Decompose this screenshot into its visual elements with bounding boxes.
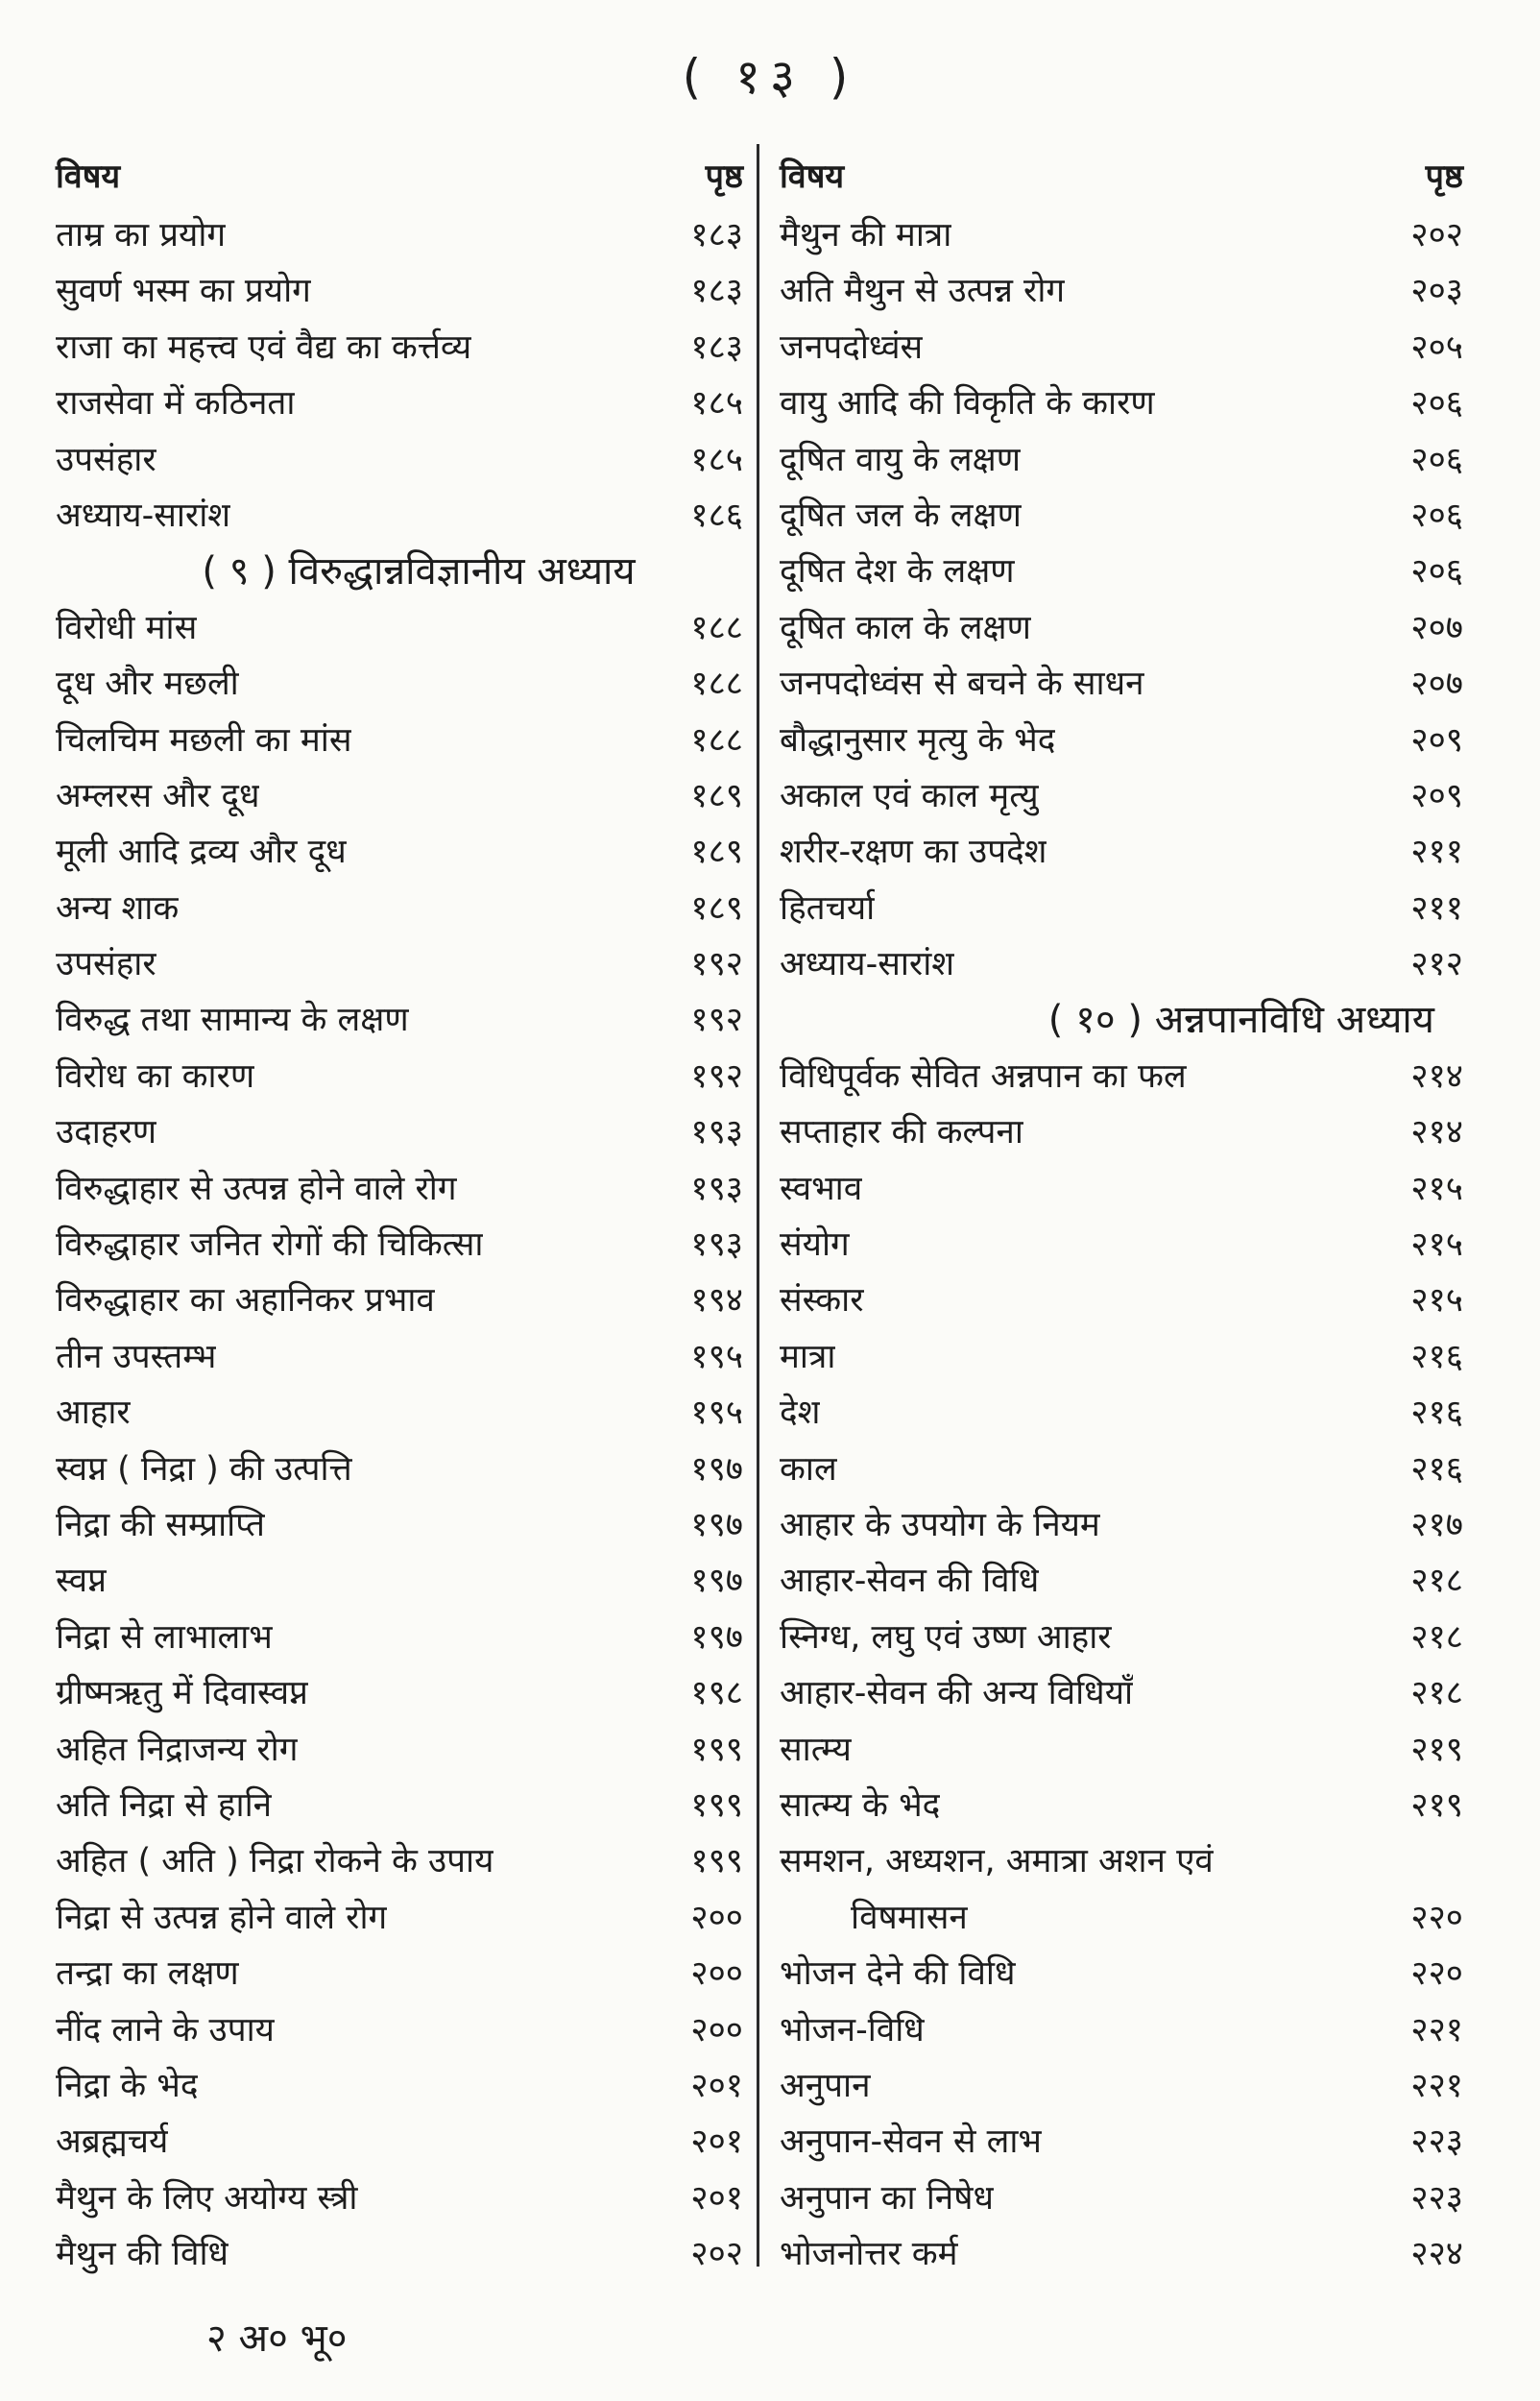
entry-title: विधिपूर्वक सेवित अन्नपान का फल <box>780 1056 1187 1096</box>
toc-entry <box>780 1778 1463 1833</box>
entry-title: विरुद्धाहार का अहानिकर प्रभाव <box>56 1281 435 1321</box>
entry-title: अहित निद्राजन्य रोग <box>56 1730 299 1769</box>
chapter-title: ( १० ) अन्नपानविधि अध्याय <box>1047 998 1434 1043</box>
left-column <box>56 146 743 2282</box>
entry-title: विरुद्ध तथा सामान्य के लक्षण <box>56 1001 409 1040</box>
toc-entry <box>56 1161 743 1217</box>
entry-page: २११ <box>1410 833 1463 872</box>
entry-page: २१८ <box>1410 1674 1463 1713</box>
toc-entry <box>56 2002 743 2058</box>
toc-entry <box>56 1217 743 1273</box>
entry-title: भोजन-विधि <box>780 2010 925 2049</box>
entry-title: वायु आदि की विकृति के कारण <box>780 384 1155 424</box>
entry-page: २१९ <box>1410 1785 1463 1825</box>
entry-title: अध्याय-सारांश <box>780 945 955 984</box>
toc-entry <box>780 1273 1463 1328</box>
toc-entry <box>56 2114 743 2170</box>
heading-page: पृष्ठ <box>705 158 743 196</box>
toc-entry <box>56 2226 743 2282</box>
toc-entry <box>780 2058 1463 2114</box>
entry-page: २०६ <box>1410 440 1463 479</box>
entry-title: विरोधी मांस <box>56 608 198 647</box>
entry-page: २२० <box>1410 1954 1463 1994</box>
entry-title: अति निद्रा से हानि <box>56 1785 273 1825</box>
entry-page: १९२ <box>690 945 743 984</box>
right-column <box>780 146 1463 2282</box>
toc-entry <box>56 1833 743 1889</box>
entry-title: तीन उपस्तम्भ <box>56 1337 217 1376</box>
entry-title: निद्रा की सम्प्राप्ति <box>56 1505 265 1544</box>
entry-page: २१५ <box>1410 1225 1463 1265</box>
toc-entry <box>56 376 743 431</box>
toc-entry <box>780 1442 1463 1497</box>
entry-title: विरुद्धाहार जनित रोगों की चिकित्सा <box>56 1225 484 1265</box>
entry-page: २०६ <box>1410 384 1463 424</box>
chapter-heading <box>780 992 1463 1048</box>
toc-entry <box>56 936 743 992</box>
entry-title: नींद लाने के उपाय <box>56 2010 275 2049</box>
toc-entry <box>56 824 743 880</box>
page-number: ( १३ ) <box>682 49 858 105</box>
entry-title: राजसेवा में कठिनता <box>56 384 296 424</box>
entry-title: विरुद्धाहार से उत्पन्न होने वाले रोग <box>56 1169 457 1208</box>
toc-entry <box>780 936 1463 992</box>
entry-page: १९७ <box>690 1449 743 1489</box>
entry-title: आहार-सेवन की अन्य विधियाँ <box>780 1674 1134 1713</box>
entry-page: १९४ <box>690 1281 743 1321</box>
toc-entry <box>56 1385 743 1441</box>
toc-entry <box>56 1665 743 1721</box>
toc-entry <box>56 2171 743 2226</box>
toc-entry <box>780 1890 1463 1946</box>
entry-title: समशन, अध्यशन, अमात्रा अशन एवं <box>780 1842 1214 1881</box>
toc-entry <box>56 1890 743 1946</box>
entry-title: दूषित देश के लक्षण <box>780 552 1015 592</box>
entry-title: विषमासन <box>851 1898 968 1937</box>
entry-title: आहार के उपयोग के नियम <box>780 1505 1100 1544</box>
toc-entry <box>780 1497 1463 1553</box>
entry-title: मात्रा <box>780 1337 836 1376</box>
entry-page: १९९ <box>690 1785 743 1825</box>
toc-entry <box>56 320 743 376</box>
entry-title: स्निग्ध, लघु एवं उष्ण आहार <box>780 1617 1112 1657</box>
entry-page: १८३ <box>690 327 743 367</box>
entry-page: १८५ <box>690 440 743 479</box>
entry-page: २०७ <box>1410 665 1463 704</box>
toc-entry <box>56 432 743 488</box>
heading-subject: विषय <box>56 158 121 196</box>
entry-page: १८९ <box>690 888 743 928</box>
entry-page: १९३ <box>690 1169 743 1208</box>
toc-entry <box>780 1329 1463 1385</box>
entry-page: २२१ <box>1410 2066 1463 2105</box>
entry-page: २१२ <box>1410 945 1463 984</box>
entry-page: २२४ <box>1410 2235 1463 2274</box>
entry-title: सात्म्य <box>780 1730 852 1769</box>
entry-page: १९५ <box>690 1394 743 1433</box>
toc-entry <box>56 263 743 319</box>
entry-title: ग्रीष्मऋतु में दिवास्वप्न <box>56 1674 308 1713</box>
entry-page: १८५ <box>690 384 743 424</box>
entry-title: राजा का महत्त्व एवं वैद्य का कर्त्तव्य <box>56 327 472 367</box>
entry-page: २०७ <box>1410 608 1463 647</box>
entry-page: १८८ <box>690 608 743 647</box>
entry-page: २०१ <box>690 2066 743 2105</box>
entry-title: सुवर्ण भस्म का प्रयोग <box>56 272 311 311</box>
entry-page: १९९ <box>690 1842 743 1881</box>
entry-title: स्वप्न <box>56 1562 107 1601</box>
toc-entry <box>780 768 1463 824</box>
column-heading <box>780 146 1463 207</box>
toc-entry <box>780 600 1463 656</box>
entry-title: हितचर्या <box>780 888 876 928</box>
entry-title: सात्म्य के भेद <box>780 1785 941 1825</box>
footer-signature: २ अ० भू० <box>206 2316 348 2361</box>
toc-entry <box>56 1946 743 2001</box>
entry-title: उपसंहार <box>56 440 156 479</box>
entry-page: १९७ <box>690 1617 743 1657</box>
entry-title: दूषित वायु के लक्षण <box>780 440 1022 479</box>
entry-page: १९८ <box>690 1674 743 1713</box>
entry-page: २१६ <box>1410 1449 1463 1489</box>
entry-title: आहार <box>56 1394 131 1433</box>
entry-title: संस्कार <box>780 1281 864 1321</box>
heading-page: पृष्ठ <box>1425 158 1463 196</box>
toc-entry <box>780 1553 1463 1609</box>
toc-entry <box>56 1610 743 1665</box>
entry-page: २१६ <box>1410 1337 1463 1376</box>
entry-page: २११ <box>1410 888 1463 928</box>
entry-title: निद्रा से उत्पन्न होने वाले रोग <box>56 1898 388 1937</box>
toc-entry <box>780 656 1463 712</box>
entry-title: ताम्र का प्रयोग <box>56 216 227 255</box>
entry-page: २१९ <box>1410 1730 1463 1769</box>
entry-title: अहित ( अति ) निद्रा रोकने के उपाय <box>56 1842 494 1881</box>
entry-title: निद्रा से लाभालाभ <box>56 1617 273 1657</box>
toc-entry <box>56 1049 743 1104</box>
column-heading <box>56 146 743 207</box>
entry-title: चिलचिम मछली का मांस <box>56 720 352 760</box>
toc-entry <box>780 263 1463 319</box>
entry-page: २१४ <box>1410 1056 1463 1096</box>
entry-title: काल <box>780 1449 837 1489</box>
left-entries <box>56 207 743 2282</box>
toc-entry <box>780 2114 1463 2170</box>
entry-title: निद्रा के भेद <box>56 2066 199 2105</box>
toc-entry <box>780 1217 1463 1273</box>
toc-entry <box>780 1610 1463 1665</box>
toc-entry <box>780 824 1463 880</box>
toc-entry <box>56 1553 743 1609</box>
toc-entry <box>780 1833 1463 1889</box>
toc-entry <box>780 1946 1463 2001</box>
entry-page: २०० <box>690 1954 743 1994</box>
entry-page: २०९ <box>1410 720 1463 760</box>
entry-title: विरोध का कारण <box>56 1056 255 1096</box>
entry-title: अति मैथुन से उत्पन्न रोग <box>780 272 1066 311</box>
toc-entry <box>56 1104 743 1160</box>
entry-page: २१६ <box>1410 1394 1463 1433</box>
toc-entry <box>780 1049 1463 1104</box>
entry-page: १८९ <box>690 776 743 815</box>
entry-title: दूषित जल के लक्षण <box>780 496 1022 535</box>
toc-entry <box>780 1385 1463 1441</box>
toc-entry <box>780 207 1463 263</box>
entry-title: अम्लरस और दूध <box>56 776 260 815</box>
column-divider <box>757 144 759 2267</box>
right-entries <box>780 207 1463 2282</box>
entry-title: बौद्धानुसार मृत्यु के भेद <box>780 720 1056 760</box>
entry-page: २२३ <box>1410 2178 1463 2218</box>
entry-title: भोजन देने की विधि <box>780 1954 1016 1994</box>
toc-entry <box>56 2058 743 2114</box>
entry-page: २१५ <box>1410 1281 1463 1321</box>
entry-title: भोजनोत्तर कर्म <box>780 2235 958 2274</box>
entry-page: १९७ <box>690 1562 743 1601</box>
entry-title: अनुपान-सेवन से लाभ <box>780 2122 1043 2162</box>
entry-page: २०० <box>690 1898 743 1937</box>
entry-title: अब्रह्मचर्य <box>56 2122 169 2162</box>
toc-entry <box>56 488 743 544</box>
entry-page: २२० <box>1410 1898 1463 1937</box>
toc-entry <box>780 2002 1463 2058</box>
toc-entry <box>56 600 743 656</box>
entry-title: संयोग <box>780 1225 850 1265</box>
entry-title: दूषित काल के लक्षण <box>780 608 1031 647</box>
toc-entry <box>780 1161 1463 1217</box>
entry-page: १९७ <box>690 1505 743 1544</box>
entry-title: देश <box>780 1394 821 1433</box>
entry-page: २०९ <box>1410 776 1463 815</box>
entry-page: १८८ <box>690 665 743 704</box>
entry-page: २१४ <box>1410 1113 1463 1152</box>
toc-entry <box>56 1273 743 1328</box>
entry-page: २२१ <box>1410 2010 1463 2049</box>
entry-title: जनपदोध्वंस से बचने के साधन <box>780 665 1144 704</box>
entry-title: उपसंहार <box>56 945 156 984</box>
entry-page: १९३ <box>690 1113 743 1152</box>
toc-entry <box>780 1665 1463 1721</box>
toc-entry <box>56 768 743 824</box>
entry-page: १८६ <box>690 496 743 535</box>
entry-title: तन्द्रा का लक्षण <box>56 1954 239 1994</box>
entry-page: १८८ <box>690 720 743 760</box>
toc-entry <box>56 207 743 263</box>
entry-title: अकाल एवं काल मृत्यु <box>780 776 1039 815</box>
entry-page: १९५ <box>690 1337 743 1376</box>
entry-title: सप्ताहार की कल्पना <box>780 1113 1023 1152</box>
entry-title: उदाहरण <box>56 1113 157 1152</box>
entry-title: दूध और मछली <box>56 665 239 704</box>
toc-entry <box>780 1104 1463 1160</box>
entry-page: २०६ <box>1410 552 1463 592</box>
toc-entry <box>780 432 1463 488</box>
toc-entry <box>56 1778 743 1833</box>
entry-title: अनुपान का निषेध <box>780 2178 994 2218</box>
entry-page: २१८ <box>1410 1617 1463 1657</box>
entry-title: अन्य शाक <box>56 888 180 928</box>
entry-page: १९९ <box>690 1730 743 1769</box>
toc-entry <box>780 2171 1463 2226</box>
toc-entry <box>780 544 1463 599</box>
entry-page: २१७ <box>1410 1505 1463 1544</box>
entry-title: मूली आदि द्रव्य और दूध <box>56 833 347 872</box>
toc-entry <box>56 1442 743 1497</box>
entry-title: शरीर-रक्षण का उपदेश <box>780 833 1047 872</box>
entry-page: १८९ <box>690 833 743 872</box>
entry-page: २०३ <box>1410 272 1463 311</box>
toc-entry <box>780 1722 1463 1778</box>
entry-page: १९२ <box>690 1001 743 1040</box>
toc-entry <box>780 376 1463 431</box>
entry-title: जनपदोध्वंस <box>780 327 924 367</box>
entry-page: २०१ <box>690 2178 743 2218</box>
entry-page: २०२ <box>1410 216 1463 255</box>
toc-entry <box>780 2226 1463 2282</box>
entry-page: २०२ <box>690 2235 743 2274</box>
toc-entry <box>56 881 743 936</box>
toc-entry <box>56 1497 743 1553</box>
toc-entry <box>56 992 743 1048</box>
entry-page: २१८ <box>1410 1562 1463 1601</box>
entry-page: १८३ <box>690 272 743 311</box>
chapter-heading <box>56 544 743 599</box>
toc-entry <box>56 656 743 712</box>
entry-title: स्वभाव <box>780 1169 863 1208</box>
entry-title: अध्याय-सारांश <box>56 496 231 535</box>
toc-entry <box>780 881 1463 936</box>
entry-title: मैथुन की मात्रा <box>780 216 952 255</box>
entry-page: २१५ <box>1410 1169 1463 1208</box>
entry-title: आहार-सेवन की विधि <box>780 1562 1040 1601</box>
entry-page: २२३ <box>1410 2122 1463 2162</box>
toc-entry <box>56 713 743 768</box>
toc-entry <box>56 1722 743 1778</box>
entry-page: १९३ <box>690 1225 743 1265</box>
toc-entry <box>780 488 1463 544</box>
entry-page: २०१ <box>690 2122 743 2162</box>
entry-title: स्वप्न ( निद्रा ) की उत्पत्ति <box>56 1449 352 1489</box>
entry-title: मैथुन की विधि <box>56 2235 229 2274</box>
entry-title: मैथुन के लिए अयोग्य स्त्री <box>56 2178 358 2218</box>
entry-page: १९२ <box>690 1056 743 1096</box>
toc-entry <box>780 320 1463 376</box>
entry-title: अनुपान <box>780 2066 871 2105</box>
entry-page: २०५ <box>1410 327 1463 367</box>
entry-page: २०० <box>690 2010 743 2049</box>
heading-subject: विषय <box>780 158 845 196</box>
entry-page: २०६ <box>1410 496 1463 535</box>
chapter-title: ( ९ ) विरुद्धान्नविज्ञानीय अध्याय <box>202 549 636 594</box>
toc-entry <box>56 1329 743 1385</box>
entry-page: १८३ <box>690 216 743 255</box>
toc-entry <box>780 713 1463 768</box>
